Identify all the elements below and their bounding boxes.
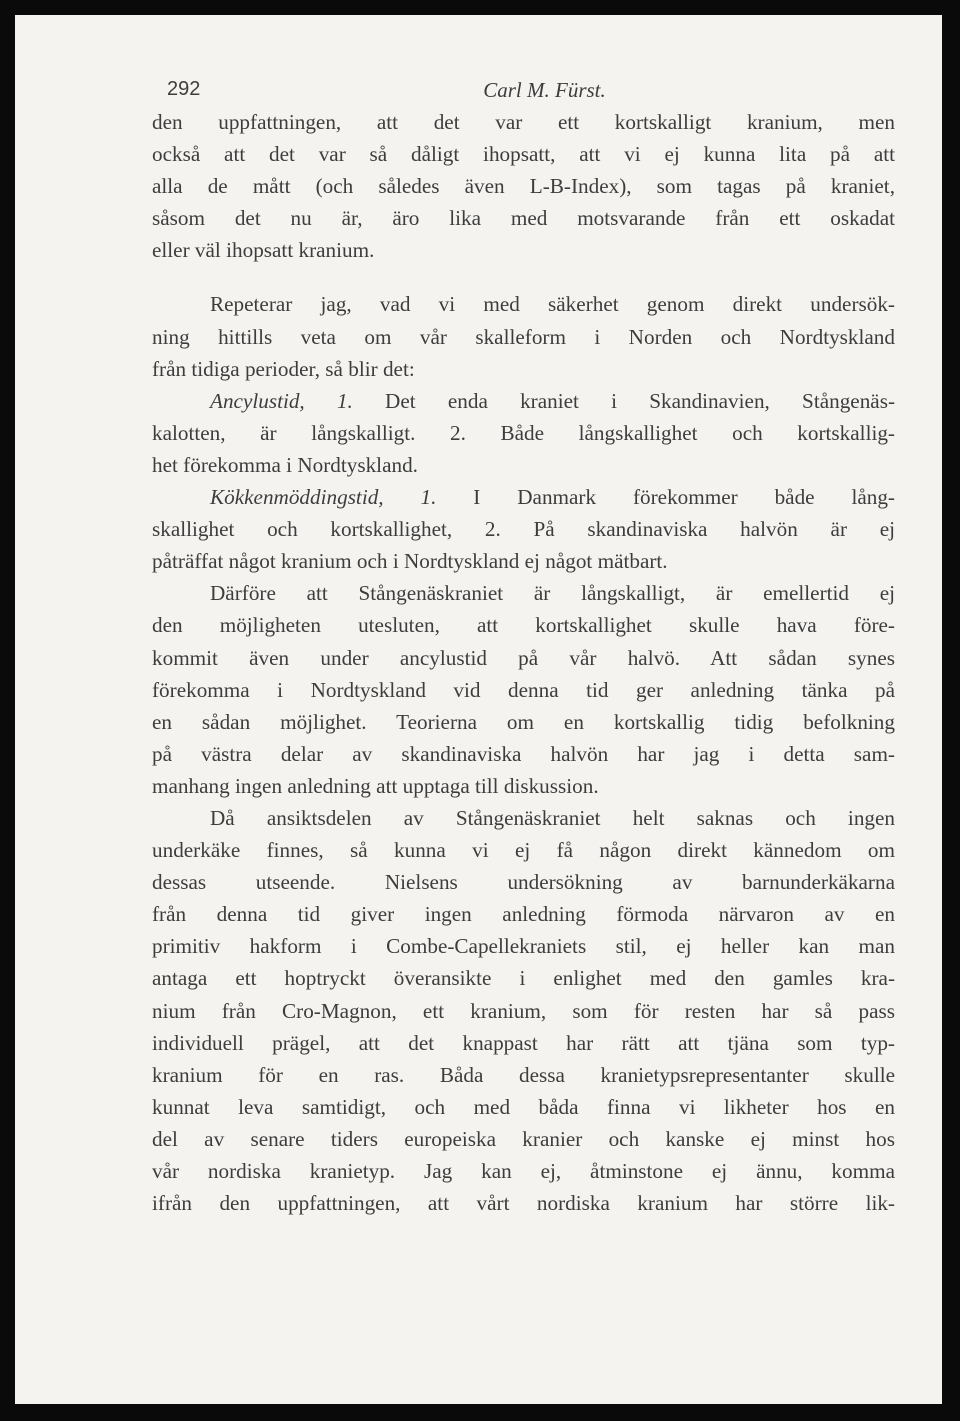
page-header <box>167 78 922 102</box>
text-line: en sådan möjlighet. Teorierna om en kortskallig tidig befolkning <box>152 709 895 734</box>
text-fragment: Det enda kraniet i Skandinavien, Stångenäs- <box>352 388 895 413</box>
paragraph-4 <box>152 481 895 577</box>
period-heading: Ancylustid, 1. <box>210 388 353 413</box>
paragraph-gap <box>152 266 895 288</box>
text-line: nium från Cro-Magnon, ett kranium, som för resten har så pass <box>152 998 895 1023</box>
text-line: ning hittills veta om vår skalleform i Norden och Nordtyskland <box>152 324 895 349</box>
period-heading: Kökkenmöddingstid, 1. <box>210 485 437 510</box>
text-line: den uppfattningen, att det var ett kortskalligt kranium, men <box>152 110 895 134</box>
text-line: individuell prägel, att det knappast har rätt att tjäna som typ- <box>152 1030 895 1055</box>
text-line: Därföre att Stångenäskraniet är långskalligt, är emellertid ej <box>210 581 895 606</box>
text-line: antaga ett hoptryckt överansikte i enlighet med den gamles kra- <box>152 966 895 991</box>
text-line: primitiv hakform i Combe-Capellekraniets stil, ej heller kan man <box>152 934 895 959</box>
text-line: den möjligheten utesluten, att kortskallighet skulle hava före- <box>152 613 895 638</box>
paragraph-3 <box>152 385 895 481</box>
text-line: skallighet och kortskallighet, 2. På skandinaviska halvön är ej <box>152 517 895 542</box>
text-line: alla de mått (och således även L-B-Index), som tagas på kraniet, <box>152 174 895 199</box>
paragraph-1 <box>152 106 895 266</box>
text-line: också att det var så dåligt ihopsatt, att vi ej kunna lita på att <box>152 142 895 167</box>
body-text <box>152 106 895 1219</box>
text-line: vår nordiska kranietyp. Jag kan ej, åtminstone ej ännu, komma <box>152 1159 895 1183</box>
text-line: kranium för en ras. Båda dessa kranietypsrepresentanter skulle <box>152 1062 895 1087</box>
text-line: kalotten, är långskalligt. 2. Både långskallighet och kortskallig- <box>152 420 895 445</box>
text-line: het förekomma i Nordtyskland. <box>152 452 418 477</box>
page-number: 292 <box>167 78 201 100</box>
text-line: såsom det nu är, äro lika med motsvarande från ett oskadat <box>152 206 895 231</box>
text-line: manhang ingen anledning att upptaga till diskussion. <box>152 773 599 798</box>
text-fragment: I Danmark förekommer både lång- <box>436 485 895 510</box>
text-line: på västra delar av skandinaviska halvön har jag i detta sam- <box>152 741 895 766</box>
text-line <box>152 481 895 513</box>
text-line <box>152 385 895 417</box>
text-line: förekomma i Nordtyskland vid denna tid ger anledning tänka på <box>152 677 895 702</box>
text-line: från denna tid giver ingen anledning förmoda närvaron av en <box>152 902 895 927</box>
text-line: Repeterar jag, vad vi med säkerhet genom direkt undersök- <box>210 292 895 317</box>
paragraph-2 <box>152 288 895 384</box>
text-line: påträffat något kranium och i Nordtyskland ej något mätbart. <box>152 549 668 574</box>
running-head: Carl M. Fürst. <box>483 78 606 102</box>
text-line: underkäke finnes, så kunna vi ej få någon direkt kännedom om <box>152 838 895 863</box>
text-line: eller väl ihopsatt kranium. <box>152 238 375 263</box>
text-line: Då ansiktsdelen av Stångenäskraniet helt saknas och ingen <box>210 805 895 830</box>
paragraph-5 <box>152 577 895 802</box>
text-line: ifrån den uppfattningen, att vårt nordiska kranium har större lik- <box>152 1191 895 1216</box>
text-line: dessas utseende. Nielsens undersökning av barnunderkäkarna <box>152 870 895 895</box>
text-line: från tidiga perioder, så blir det: <box>152 356 415 381</box>
text-line: kunnat leva samtidigt, och med båda finna vi likheter hos en <box>152 1094 895 1119</box>
text-line: del av senare tiders europeiska kranier och kanske ej minst hos <box>152 1126 895 1151</box>
paragraph-6 <box>152 802 895 1219</box>
text-line: kommit även under ancylustid på vår halvö. Att sådan synes <box>152 645 895 670</box>
